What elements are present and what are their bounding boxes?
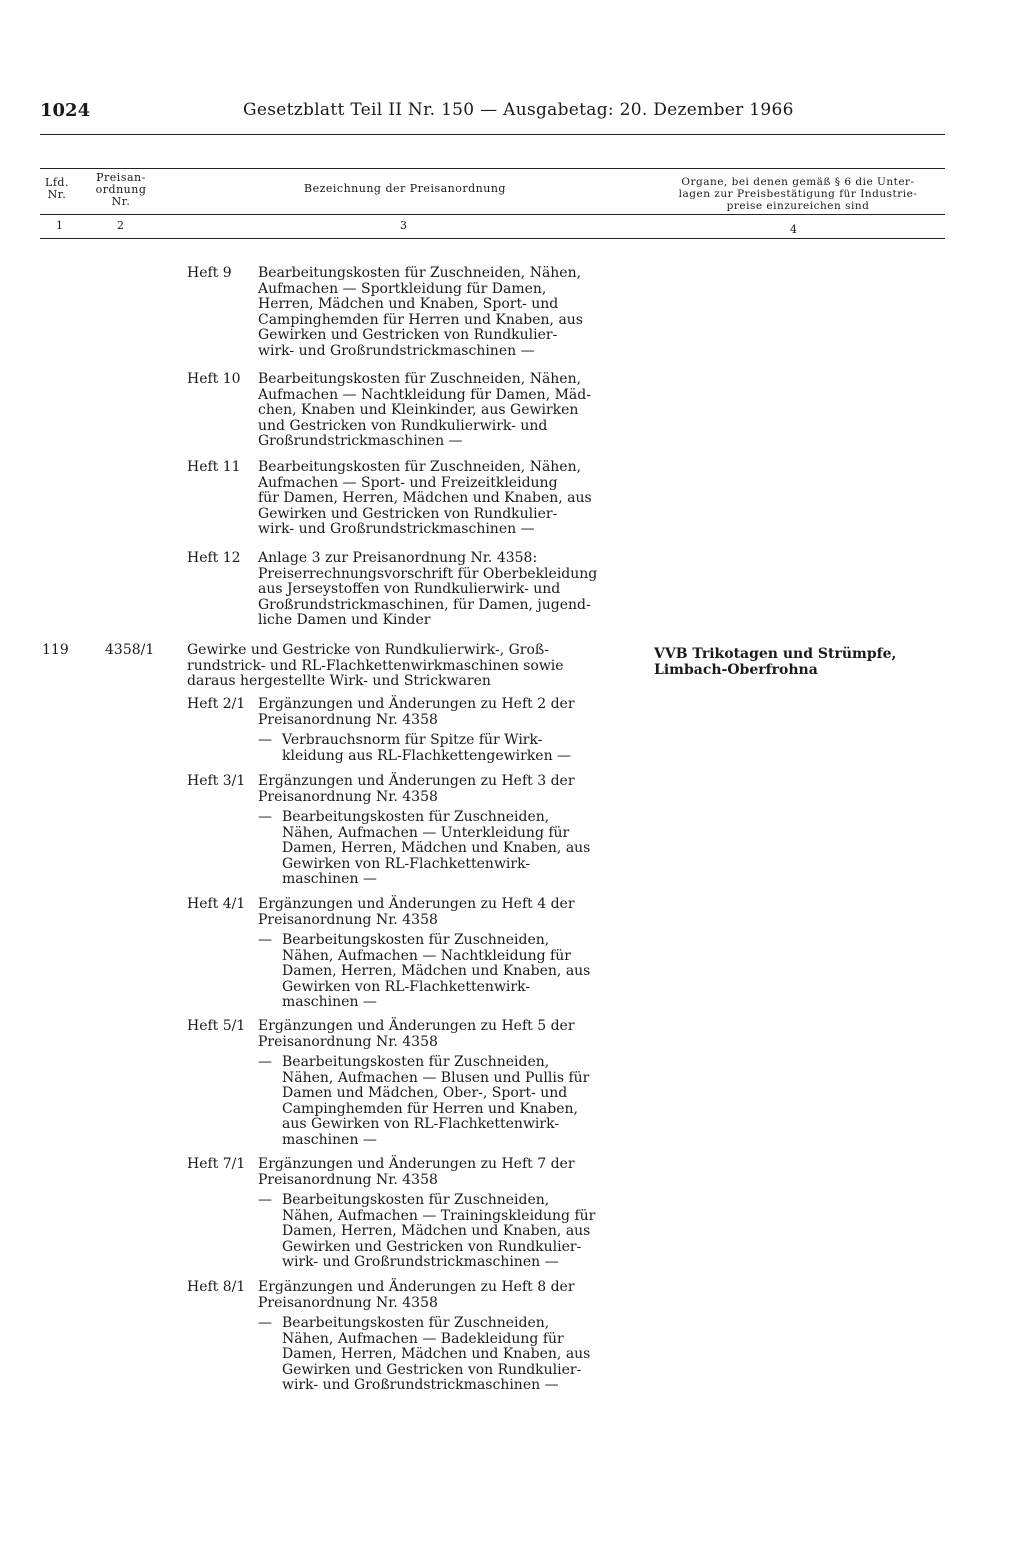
heft-label: Heft 4/1 xyxy=(187,896,246,912)
dash-marker: — xyxy=(258,732,272,748)
heft-intro: Ergänzungen und Änderungen zu Heft 3 der Preisanordnung Nr. 4358 xyxy=(258,773,575,805)
column-number-2: 2 xyxy=(117,219,124,232)
page-title: Gesetzblatt Teil II Nr. 150 — Ausgabetag: 20. Dezember 1966 xyxy=(243,100,794,120)
heft-detail: Bearbeitungskosten für Zuschneiden, Nähen, Aufmachen — Trainingskleidung für Damen, Herren, Mädchen und Knaben, aus Gewirken und Gestricken von Rundkulier- wirk- und Großrundstrickmaschinen — xyxy=(282,1192,596,1270)
heft-label: Heft 10 xyxy=(187,371,241,387)
heft-intro: Ergänzungen und Änderungen zu Heft 7 der Preisanordnung Nr. 4358 xyxy=(258,1156,575,1188)
column-header-preisanordnung-nr: Preisan- ordnung Nr. xyxy=(95,171,147,208)
page-number: 1024 xyxy=(40,100,91,121)
heft-label: Heft 12 xyxy=(187,550,241,566)
heft-detail: Bearbeitungskosten für Zuschneiden, Nähen, Aufmachen — Badekleidung für Damen, Herren, Mädchen und Knaben, aus Gewirken und Gestricken von Rundkulier- wirk- und Großrundstrickmaschinen — xyxy=(282,1315,591,1393)
preisanordnung-bezeichnung: Gewirke und Gestricke von Rundkulierwirk-, Groß- rundstrick- und RL-Flachkettenwirkmaschinen sowie daraus hergestellte Wirk- und Strickwaren xyxy=(187,642,564,689)
heft-intro: Ergänzungen und Änderungen zu Heft 8 der Preisanordnung Nr. 4358 xyxy=(258,1279,575,1311)
dash-marker: — xyxy=(258,1315,272,1331)
table-header-mid-rule xyxy=(40,214,945,215)
heft-label: Heft 3/1 xyxy=(187,773,246,789)
table-top-rule xyxy=(40,168,945,169)
heft-label: Heft 2/1 xyxy=(187,696,246,712)
header-rule xyxy=(40,134,945,135)
heft-description: Bearbeitungskosten für Zuschneiden, Nähen, Aufmachen — Sportkleidung für Damen, Herren, Mädchen und Knaben, Sport- und Campinghemden für Herren und Knaben, aus Gewirken und Gestricken von Rundkulier- wirk- und Großrundstrickmaschinen — xyxy=(258,265,583,359)
column-header-organe: Organe, bei denen gemäß § 6 die Unter- lagen zur Preisbestätigung für Industrie- preise einzureichen sind xyxy=(678,176,918,212)
heft-detail: Verbrauchsnorm für Spitze für Wirk- kleidung aus RL-Flachkettengewirken — xyxy=(282,732,572,764)
column-header-lfd-nr: Lfd. Nr. xyxy=(45,176,69,201)
column-header-bezeichnung: Bezeichnung der Preisanordnung xyxy=(304,182,506,195)
heft-intro: Ergänzungen und Änderungen zu Heft 2 der Preisanordnung Nr. 4358 xyxy=(258,696,575,728)
dash-marker: — xyxy=(258,809,272,825)
dash-marker: — xyxy=(258,932,272,948)
heft-intro: Ergänzungen und Änderungen zu Heft 4 der Preisanordnung Nr. 4358 xyxy=(258,896,575,928)
preisanordnung-nr: 4358/1 xyxy=(105,642,155,658)
column-number-4: 4 xyxy=(790,223,797,236)
dash-marker: — xyxy=(258,1054,272,1070)
heft-label: Heft 5/1 xyxy=(187,1018,246,1034)
heft-label: Heft 9 xyxy=(187,265,232,281)
heft-label: Heft 11 xyxy=(187,459,241,475)
heft-detail: Bearbeitungskosten für Zuschneiden, Nähen, Aufmachen — Nachtkleidung für Damen, Herren, Mädchen und Knaben, aus Gewirken von RL-Flachkettenwirk- maschinen — xyxy=(282,932,591,1010)
dash-marker: — xyxy=(258,1192,272,1208)
table-header-bottom-rule xyxy=(40,238,945,239)
organe-text: VVB Trikotagen und Strümpfe, Limbach-Oberfrohna xyxy=(654,646,897,678)
lfd-nr: 119 xyxy=(42,642,69,658)
heft-label: Heft 8/1 xyxy=(187,1279,246,1295)
heft-label: Heft 7/1 xyxy=(187,1156,246,1172)
heft-description: Bearbeitungskosten für Zuschneiden, Nähen, Aufmachen — Nachtkleidung für Damen, Mäd- chen, Knaben und Kleinkinder, aus Gewirken und Gestricken von Rundkulierwirk- und Großrundstrickmaschinen — xyxy=(258,371,591,449)
column-number-1: 1 xyxy=(56,219,63,232)
heft-intro: Ergänzungen und Änderungen zu Heft 5 der Preisanordnung Nr. 4358 xyxy=(258,1018,575,1050)
heft-description: Bearbeitungskosten für Zuschneiden, Nähen, Aufmachen — Sport- und Freizeitkleidung für Damen, Herren, Mädchen und Knaben, aus Gewirken und Gestricken von Rundkulier- wirk- und Großrundstrickmaschinen — xyxy=(258,459,592,537)
heft-detail: Bearbeitungskosten für Zuschneiden, Nähen, Aufmachen — Blusen und Pullis für Damen und Mädchen, Ober-, Sport- und Campinghemden für Herren und Knaben, aus Gewirken von RL-Flachkettenwirk- maschinen — xyxy=(282,1054,590,1148)
heft-detail: Bearbeitungskosten für Zuschneiden, Nähen, Aufmachen — Unterkleidung für Damen, Herren, Mädchen und Knaben, aus Gewirken von RL-Flachkettenwirk- maschinen — xyxy=(282,809,591,887)
heft-description: Anlage 3 zur Preisanordnung Nr. 4358: Preiserrechnungsvorschrift für Oberbekleidung aus Jerseystoffen von Rundkulierwirk- und Großrundstrickmaschinen, für Damen, jugend- liche Damen und Kinder xyxy=(258,550,598,628)
column-number-3: 3 xyxy=(400,219,407,232)
